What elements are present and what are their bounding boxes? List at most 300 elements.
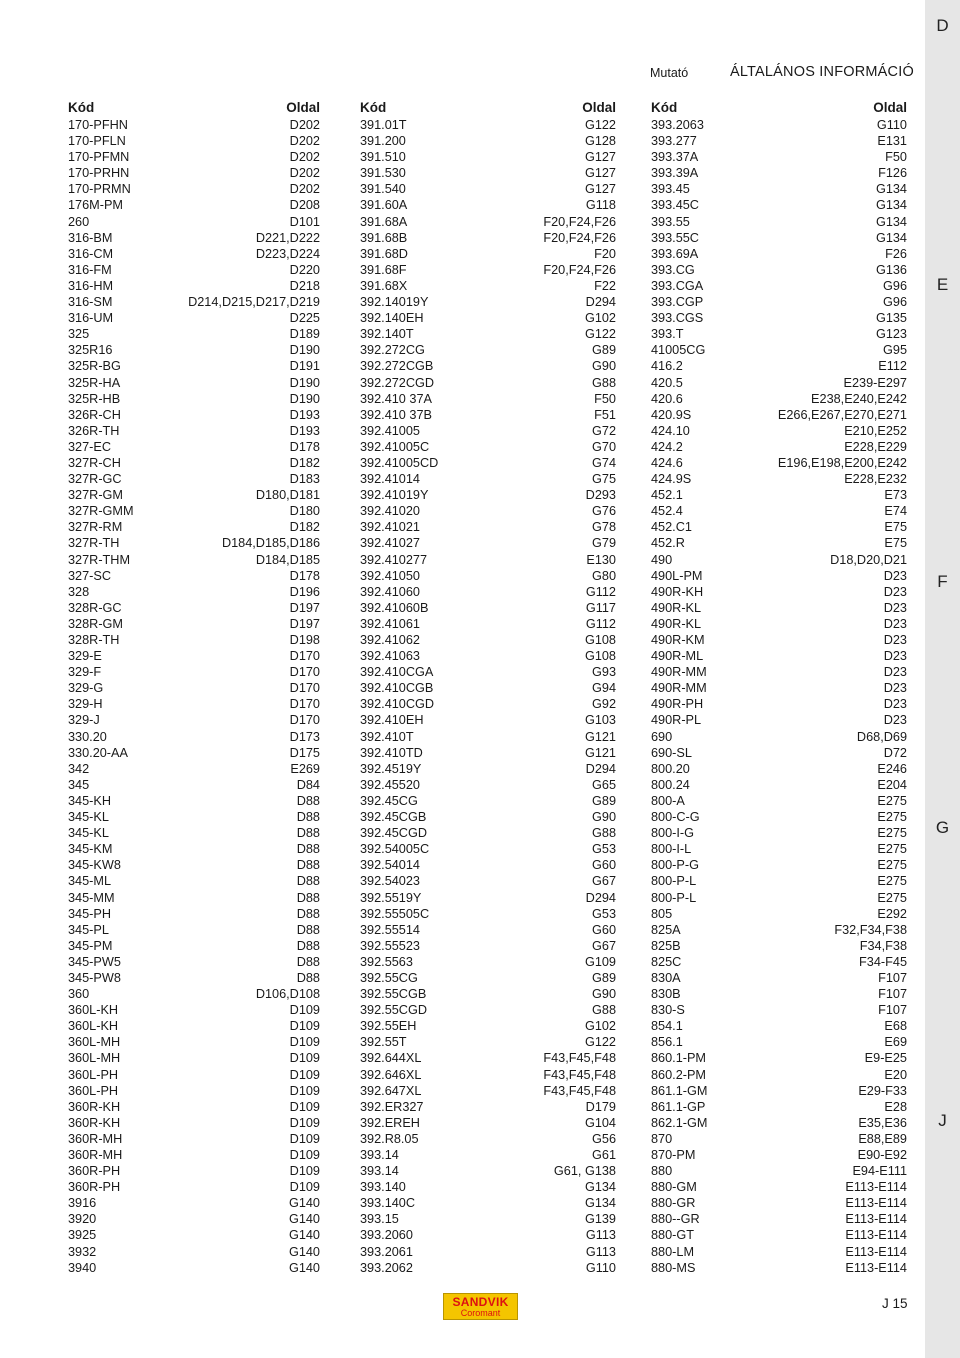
page-reference[interactable]: E204 (877, 777, 907, 792)
page-reference[interactable]: E35,E36 (858, 1115, 907, 1130)
page-reference[interactable]: G140 (288, 1260, 320, 1275)
page-reference[interactable]: D202 (289, 118, 320, 132)
page-reference[interactable]: G53 (592, 906, 616, 921)
page-reference[interactable]: G134 (875, 214, 907, 229)
product-code: 825A (651, 922, 681, 937)
page-reference[interactable]: D23 (883, 713, 907, 728)
chapter-tab-e[interactable]: E (936, 275, 949, 294)
index-row (651, 1067, 907, 1083)
page-reference[interactable]: D109 (289, 1019, 320, 1034)
page-reference[interactable]: G74 (592, 455, 616, 470)
page-reference[interactable]: D88 (296, 970, 320, 985)
page-reference[interactable]: G123 (875, 327, 907, 342)
page-reference[interactable]: E112 (878, 359, 907, 374)
index-row (68, 294, 320, 310)
page-reference[interactable]: G67 (592, 938, 616, 953)
page-reference[interactable]: D184,D185 (255, 552, 320, 567)
page-reference[interactable]: D88 (296, 874, 320, 889)
page-reference[interactable]: D18,D20,D21 (830, 552, 907, 567)
index-row (68, 970, 320, 986)
index-row (360, 857, 616, 873)
product-code: 392.ER327 (360, 1099, 424, 1114)
index-row (651, 745, 907, 761)
page-reference[interactable]: G140 (288, 1244, 320, 1259)
page-reference[interactable]: E275 (877, 810, 907, 825)
page-reference[interactable]: E196,E198,E200,E242 (777, 455, 907, 470)
index-row (651, 326, 907, 342)
page-reference[interactable]: D23 (883, 697, 907, 712)
page-reference[interactable]: F43,F45,F48 (543, 1083, 616, 1098)
page-reference[interactable]: G127 (584, 150, 616, 165)
page-reference[interactable]: D101 (289, 214, 320, 229)
page-reference[interactable]: G90 (592, 810, 616, 825)
page-reference[interactable]: D23 (883, 633, 907, 647)
page-reference[interactable]: D88 (296, 890, 320, 905)
page-reference[interactable]: G89 (592, 343, 616, 358)
page-reference[interactable]: D88 (296, 954, 320, 969)
page-reference[interactable]: G140 (288, 1212, 320, 1227)
page-reference[interactable]: D72 (883, 745, 907, 760)
page-reference[interactable]: G140 (288, 1196, 320, 1211)
page-reference[interactable]: E113-E114 (845, 1260, 907, 1275)
page-reference[interactable]: D88 (296, 858, 320, 873)
product-code: 3916 (68, 1196, 97, 1211)
index-row (68, 793, 320, 809)
page-reference[interactable]: D178 (289, 568, 320, 583)
page-reference[interactable]: D109 (289, 1115, 320, 1130)
page-reference[interactable]: D202 (289, 166, 320, 181)
page-reference[interactable]: E275 (877, 842, 907, 857)
page-reference[interactable]: G134 (875, 230, 907, 245)
index-row (360, 1179, 616, 1195)
page-reference[interactable]: E130 (586, 552, 616, 567)
page-reference[interactable]: G103 (584, 713, 616, 728)
index-column-1 (68, 100, 320, 1276)
page-reference[interactable]: F34,F38 (859, 938, 907, 953)
page-reference[interactable]: F107 (878, 1003, 907, 1018)
index-row (651, 358, 907, 374)
product-code: 3940 (68, 1260, 97, 1275)
page-reference[interactable]: F32,F34,F38 (834, 922, 907, 937)
page-reference[interactable]: G134 (584, 1180, 616, 1195)
product-code: 392.410277 (360, 552, 428, 567)
page-reference[interactable]: G89 (592, 970, 616, 985)
page-reference[interactable]: G134 (875, 182, 907, 197)
page-reference[interactable]: D294 (585, 295, 616, 310)
page-reference[interactable]: G88 (592, 826, 616, 841)
page-reference[interactable]: E238,E240,E242 (811, 391, 907, 406)
page-reference[interactable]: D109 (289, 1164, 320, 1179)
index-row (651, 535, 907, 551)
page-reference[interactable]: G113 (585, 1244, 616, 1259)
index-row (360, 890, 616, 906)
page-reference[interactable]: G96 (883, 295, 907, 310)
page-reference[interactable]: D88 (296, 906, 320, 921)
page-reference[interactable]: E88,E89 (858, 1131, 907, 1146)
page-reference[interactable]: G104 (584, 1115, 616, 1130)
page-reference[interactable]: G127 (584, 166, 616, 181)
product-code: 392.55T (360, 1035, 407, 1050)
page-reference[interactable]: D223,D224 (255, 246, 320, 261)
page-reference[interactable]: D178 (289, 439, 320, 454)
page-reference[interactable]: D23 (883, 649, 907, 664)
page-reference[interactable]: E90-E92 (857, 1148, 907, 1162)
index-row (651, 1211, 907, 1227)
side-language-code (0, 0, 12, 100)
page-reference[interactable]: G102 (584, 311, 616, 326)
page-reference[interactable]: E113-E114 (845, 1228, 907, 1243)
page-reference[interactable]: F107 (878, 970, 907, 985)
chapter-tab-j[interactable]: J (938, 1111, 947, 1130)
page-reference[interactable]: D208 (289, 198, 320, 213)
page-reference[interactable]: E75 (884, 536, 907, 551)
page-reference[interactable]: E269 (290, 761, 320, 776)
page-reference[interactable]: G117 (585, 600, 616, 615)
page-header: Oldal (582, 100, 616, 115)
page-reference[interactable]: E69 (884, 1035, 907, 1050)
page-reference[interactable]: G61, G138 (553, 1164, 616, 1179)
page-reference[interactable]: F26 (885, 246, 907, 261)
page-reference[interactable]: E210,E252 (844, 423, 907, 438)
index-row (651, 230, 907, 246)
product-code: 490R-KL (651, 600, 702, 615)
page-reference[interactable]: F51 (594, 407, 616, 422)
index-row (651, 503, 907, 519)
page-reference[interactable]: E113-E114 (845, 1180, 907, 1195)
page-reference[interactable]: D220 (289, 262, 320, 277)
page-reference[interactable]: D170 (289, 649, 320, 664)
section-title: ÁLTALÁNOS INFORMÁCIÓ (730, 64, 914, 80)
page-reference[interactable]: F43,F45,F48 (543, 1051, 616, 1066)
page-reference[interactable]: D88 (296, 810, 320, 825)
page-reference[interactable]: D196 (289, 584, 320, 599)
page-reference[interactable]: G80 (592, 568, 616, 583)
product-code: 392.41005 (360, 423, 420, 438)
product-code: 391.68B (360, 230, 408, 245)
page-reference[interactable]: D88 (296, 793, 320, 808)
product-code: 345-KW8 (68, 858, 121, 873)
page-reference[interactable]: D109 (289, 1035, 320, 1050)
page-reference[interactable]: G122 (584, 118, 616, 132)
page-reference[interactable]: D218 (289, 278, 320, 293)
page-reference[interactable]: G139 (584, 1212, 616, 1227)
page-reference[interactable]: G110 (585, 1260, 616, 1275)
page-reference[interactable]: D193 (289, 407, 320, 422)
page-reference[interactable]: G60 (592, 858, 616, 873)
product-code: 393.69A (651, 246, 699, 261)
page-reference[interactable]: D84 (296, 777, 320, 792)
product-code: 393.2061 (360, 1244, 413, 1259)
page-reference[interactable]: D221,D222 (255, 230, 320, 245)
product-code: 360R-KH (68, 1099, 121, 1114)
page-reference[interactable]: E73 (884, 488, 907, 503)
page-reference[interactable]: G140 (288, 1228, 320, 1243)
page-reference[interactable]: G118 (585, 198, 616, 213)
product-code: 393.T (651, 327, 684, 342)
chapter-tab-g[interactable]: G (935, 818, 950, 837)
index-row (360, 165, 616, 181)
page-reference[interactable]: D23 (883, 584, 907, 599)
page-reference[interactable]: E9-E25 (864, 1051, 907, 1066)
page-reference[interactable]: D23 (883, 568, 907, 583)
index-row (360, 117, 616, 133)
page-reference[interactable]: E275 (877, 858, 907, 873)
product-code: 325R-HB (68, 391, 121, 406)
page-reference[interactable]: D294 (585, 890, 616, 905)
page-reference[interactable]: D175 (289, 745, 320, 760)
page-reference[interactable]: E94-E111 (852, 1164, 907, 1179)
product-code: 345-KM (68, 842, 113, 857)
index-label: Mutató (650, 66, 689, 80)
page-reference[interactable]: D88 (296, 922, 320, 937)
column-header (651, 100, 907, 116)
page-reference[interactable]: D190 (289, 375, 320, 390)
product-code: 325R-HA (68, 375, 121, 390)
index-row (68, 1195, 320, 1211)
product-code: 800-P-L (651, 874, 697, 889)
page-reference[interactable]: D193 (289, 423, 320, 438)
page-reference[interactable]: G102 (584, 1019, 616, 1034)
page-reference[interactable]: D109 (289, 1067, 320, 1082)
product-code: 392.41027 (360, 536, 420, 551)
page-reference[interactable]: G88 (592, 375, 616, 390)
index-row (651, 696, 907, 712)
page-reference[interactable]: D182 (289, 455, 320, 470)
index-row (651, 809, 907, 825)
page-reference[interactable]: D293 (585, 488, 616, 503)
product-code: 393.CGS (651, 311, 704, 326)
index-row (360, 1260, 616, 1276)
page-reference[interactable]: G112 (585, 584, 616, 599)
index-row (360, 745, 616, 761)
product-code: 393.14 (360, 1148, 399, 1162)
page-reference[interactable]: D170 (289, 697, 320, 712)
product-code: 854.1 (651, 1019, 683, 1034)
page-reference[interactable]: G92 (592, 697, 616, 712)
index-row (360, 938, 616, 954)
page-reference[interactable]: D170 (289, 665, 320, 680)
page-reference[interactable]: G60 (592, 922, 616, 937)
page-reference[interactable]: E239-E297 (843, 375, 907, 390)
page-reference[interactable]: D88 (296, 938, 320, 953)
page-reference[interactable]: E275 (877, 793, 907, 808)
page-reference[interactable]: D189 (289, 327, 320, 342)
page-reference[interactable]: G95 (883, 343, 907, 358)
page-reference[interactable]: E74 (884, 504, 907, 519)
page-reference[interactable]: D109 (289, 1003, 320, 1018)
page-reference[interactable]: G121 (584, 729, 616, 744)
page-reference[interactable]: F20,F24,F26 (543, 230, 616, 245)
index-row (360, 680, 616, 696)
page-reference[interactable]: F20,F24,F26 (543, 214, 616, 229)
page-reference[interactable]: F20,F24,F26 (543, 262, 616, 277)
page-reference[interactable]: E275 (877, 890, 907, 905)
index-row (68, 1034, 320, 1050)
index-row (68, 841, 320, 857)
page-reference[interactable]: E246 (877, 761, 907, 776)
index-row (651, 1163, 907, 1179)
page-reference[interactable]: G122 (584, 1035, 616, 1050)
page-reference[interactable]: D294 (585, 761, 616, 776)
page-reference[interactable]: F22 (594, 278, 616, 293)
page-reference[interactable]: D109 (289, 1148, 320, 1162)
page-reference[interactable]: G121 (584, 745, 616, 760)
page-reference[interactable]: D197 (289, 616, 320, 631)
page-reference[interactable]: E266,E267,E270,E271 (777, 407, 907, 422)
page-reference[interactable]: D170 (289, 681, 320, 696)
page-reference[interactable]: D109 (289, 1131, 320, 1146)
page-reference[interactable]: E228,E229 (844, 439, 907, 454)
index-row (360, 1034, 616, 1050)
page-reference[interactable]: G128 (584, 134, 616, 149)
page-reference[interactable]: G134 (875, 198, 907, 213)
page-reference[interactable]: G65 (592, 777, 616, 792)
page-reference[interactable]: G96 (883, 278, 907, 293)
page-reference[interactable]: G108 (584, 633, 616, 647)
page-reference[interactable]: F50 (594, 391, 616, 406)
page-reference[interactable]: G75 (592, 472, 616, 487)
page-reference[interactable]: G79 (592, 536, 616, 551)
page-reference[interactable]: D179 (585, 1099, 616, 1114)
page-reference[interactable]: E20 (884, 1067, 907, 1082)
page-reference[interactable]: G90 (592, 987, 616, 1002)
page-header: Oldal (286, 100, 320, 115)
chapter-tab-f[interactable]: F (937, 572, 948, 591)
index-row (68, 165, 320, 181)
page-reference[interactable]: D23 (883, 665, 907, 680)
page-reference[interactable]: D202 (289, 134, 320, 149)
product-code: 345-PM (68, 938, 113, 953)
page-reference[interactable]: E29-F33 (858, 1083, 907, 1098)
product-code: 830A (651, 970, 681, 985)
page-reference[interactable]: G94 (592, 681, 616, 696)
page-reference[interactable]: G78 (592, 520, 616, 535)
page-reference[interactable]: E113-E114 (845, 1212, 907, 1227)
page-reference[interactable]: D68,D69 (856, 729, 907, 744)
page-reference[interactable]: G93 (592, 665, 616, 680)
product-code: 329-E (68, 649, 102, 664)
page-reference[interactable]: G53 (592, 842, 616, 857)
page-reference[interactable]: D109 (289, 1180, 320, 1195)
page-reference[interactable]: D190 (289, 391, 320, 406)
index-row (68, 680, 320, 696)
page-reference[interactable]: G134 (584, 1196, 616, 1211)
page-reference[interactable]: E228,E232 (844, 472, 907, 487)
page-reference[interactable]: D198 (289, 633, 320, 647)
page-reference[interactable]: G112 (585, 616, 616, 631)
page-reference[interactable]: D183 (289, 472, 320, 487)
page-reference[interactable]: F126 (878, 166, 907, 181)
page-reference[interactable]: D170 (289, 713, 320, 728)
page-reference[interactable]: G136 (875, 262, 907, 277)
index-row (68, 117, 320, 133)
page-reference[interactable]: D109 (289, 1099, 320, 1114)
page-reference[interactable]: D184,D185,D186 (221, 536, 320, 551)
page-reference[interactable]: E75 (884, 520, 907, 535)
page-reference[interactable]: G109 (584, 954, 616, 969)
index-row (651, 664, 907, 680)
page-reference[interactable]: D180,D181 (255, 488, 320, 503)
index-row (68, 310, 320, 326)
page-reference[interactable]: F50 (885, 150, 907, 165)
index-row (68, 1260, 320, 1276)
page-reference[interactable]: D182 (289, 520, 320, 535)
page-reference[interactable]: E113-E114 (845, 1196, 907, 1211)
index-row (651, 632, 907, 648)
page-reference[interactable]: G135 (875, 311, 907, 326)
index-row (360, 535, 616, 551)
page-reference[interactable]: D109 (289, 1051, 320, 1066)
page-reference[interactable]: G122 (584, 327, 616, 342)
product-code: 392.272CG (360, 343, 425, 358)
page-reference[interactable]: E113-E114 (845, 1244, 907, 1259)
product-code: 391.200 (360, 134, 406, 149)
index-row (68, 487, 320, 503)
page-reference[interactable]: D106,D108 (255, 987, 320, 1002)
page-reference[interactable]: D202 (289, 150, 320, 165)
page-reference[interactable]: G110 (876, 118, 907, 132)
page-reference[interactable]: E68 (884, 1019, 907, 1034)
page-reference[interactable]: D190 (289, 343, 320, 358)
product-code: 490 (651, 552, 673, 567)
product-code: 393.CG (651, 262, 695, 277)
page-reference[interactable]: D214,D215,D217,D219 (188, 295, 320, 310)
product-code: 330.20 (68, 729, 107, 744)
page-reference[interactable]: G108 (584, 649, 616, 664)
page-reference[interactable]: D23 (883, 681, 907, 696)
page-reference[interactable]: D197 (289, 600, 320, 615)
page-reference[interactable]: D202 (289, 182, 320, 197)
page-reference[interactable]: D88 (296, 826, 320, 841)
page-reference[interactable]: G89 (592, 793, 616, 808)
page-reference[interactable]: F34-F45 (859, 954, 907, 969)
product-code: 393.2063 (651, 118, 704, 132)
page-reference[interactable]: F107 (878, 987, 907, 1002)
page-reference[interactable]: G70 (592, 439, 616, 454)
page-reference[interactable]: D23 (883, 616, 907, 631)
page-reference[interactable]: E292 (877, 906, 907, 921)
page-reference[interactable]: G90 (592, 359, 616, 374)
chapter-tab-d[interactable]: D (936, 16, 949, 35)
page-reference[interactable]: D180 (289, 504, 320, 519)
page-reference[interactable]: E275 (877, 826, 907, 841)
page-reference[interactable]: D191 (289, 359, 320, 374)
page-reference[interactable]: G61 (592, 1148, 616, 1162)
page-reference[interactable]: D23 (883, 600, 907, 615)
page-reference[interactable]: G88 (592, 1003, 616, 1018)
page-reference[interactable]: F20 (594, 246, 616, 261)
product-code: 392.55514 (360, 922, 420, 937)
page-reference[interactable]: E28 (884, 1099, 907, 1114)
index-row (68, 1115, 320, 1131)
page-reference[interactable]: D225 (289, 311, 320, 326)
index-row (360, 1195, 616, 1211)
page-reference[interactable]: G113 (585, 1228, 616, 1243)
page-reference[interactable]: F43,F45,F48 (543, 1067, 616, 1082)
index-row (360, 181, 616, 197)
page-reference[interactable]: G72 (592, 423, 616, 438)
page-reference[interactable]: D173 (289, 729, 320, 744)
page-reference[interactable]: G76 (592, 504, 616, 519)
page-reference[interactable]: E131 (877, 134, 907, 149)
product-code: 490R-ML (651, 649, 704, 664)
page-reference[interactable]: D88 (296, 842, 320, 857)
page-reference[interactable]: G127 (584, 182, 616, 197)
page-reference[interactable]: G67 (592, 874, 616, 889)
page-reference[interactable]: E275 (877, 874, 907, 889)
page-reference[interactable]: G56 (592, 1131, 616, 1146)
page-reference[interactable]: D109 (289, 1083, 320, 1098)
